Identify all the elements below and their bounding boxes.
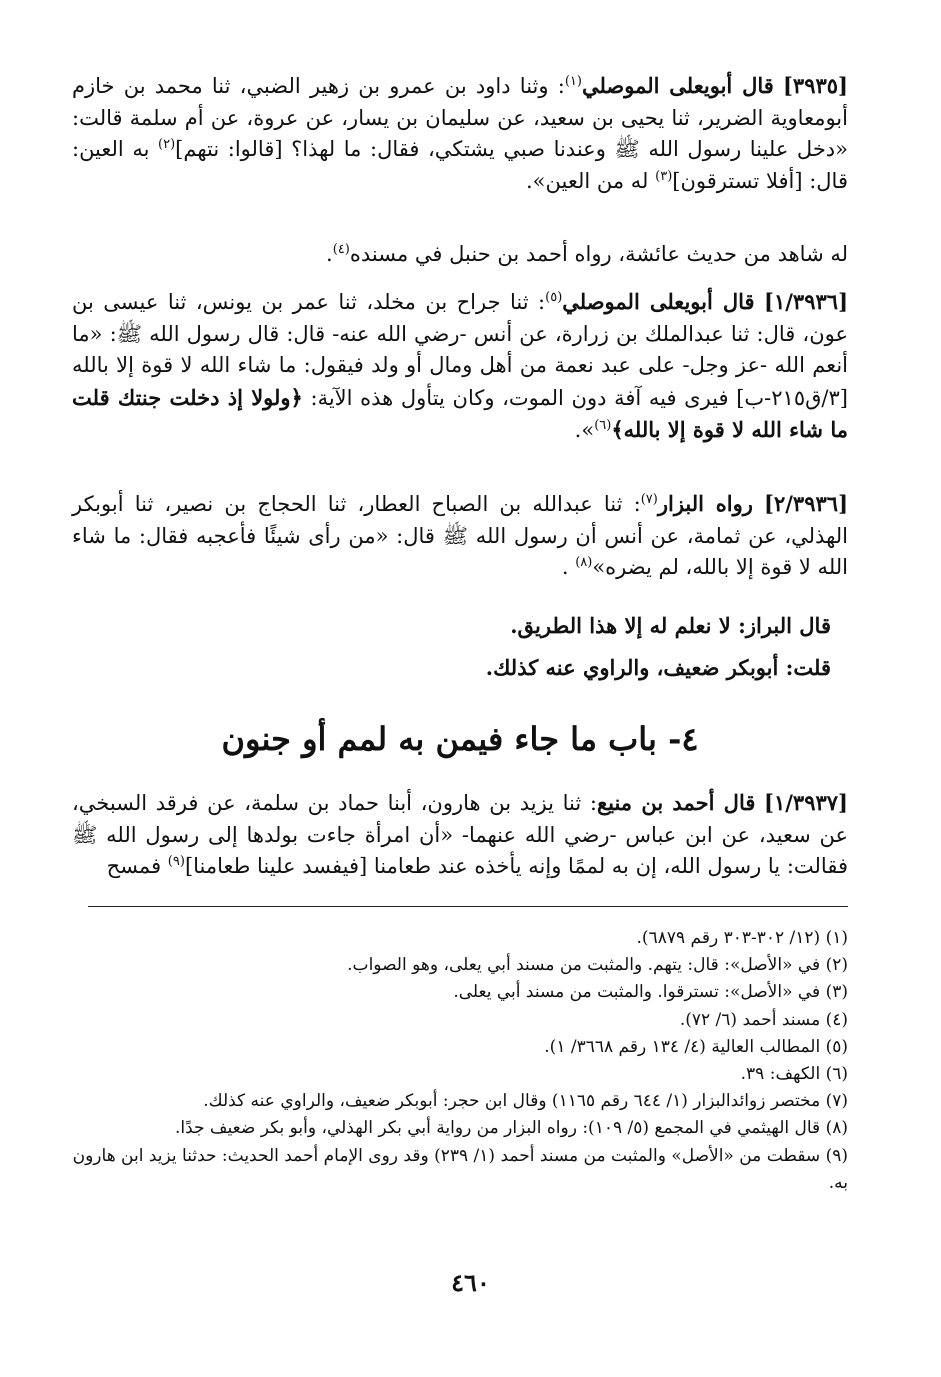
hadith-entry [72,70,848,197]
entry-source: قال أحمد بن منيع [596,790,756,815]
entry-text: : وثنا داود بن عمرو بن زهير الضبي، ثنا محمد بن خازم أبومعاوية الضرير، ثنا يحيى بن سعيد، عن سليمان بن يسار، عن عروة، عن أم سلمة قالت: «دخل علينا رسول الله ﷺ وعندنا صبي يشتكي، فقال: ما لهذا؟ [قالوا: نتهم] [72,74,849,161]
entry-number: [٢/٣٩٣٦] [764,491,848,516]
footnote-ref: (٩) [167,854,185,869]
footnote-ref: (٨) [575,555,593,570]
entry-text: به العين: قال: [أفلا تسترقون] [72,137,848,193]
bazzar-notes [131,610,831,693]
footnote: (٨) قال الهيثمي في المجمع (٥/ ١٠٩): رواه البزار من رواية أبي بكر الهذلي، وأبو بكر ضعيف جدًا. [174,1118,848,1139]
footnote-ref: (٦) [594,418,612,433]
entry-text: : ثنا يزيد بن هارون، أبنا حماد بن سلمة، عن فرقد السبخي، عن سعيد، عن ابن عباس -رضي الله عنهما- «أن امرأة جاءت بولدها إلى رسول الله ﷺ فقالت: يا رسول الله، إن به لممًا وإنه يأخذه عند طعامنا [فيفسد علينا طعامنا] [72,791,848,878]
bazzar-note: قال البراز: لا نعلم له إلا هذا الطريق. [510,613,831,638]
footnote: (٧) مختصر زوائدالبزار (١/ ٦٤٤ رقم ١١٦٥) وقال ابن حجر: أبوبكر ضعيف، والراوي عنه كذلك. [203,1091,848,1112]
footnote: (٣) في «الأصل»: تسترقوا. والمثبت من مسند أبي يعلى. [453,982,848,1003]
footnote-ref: (٧) [640,492,658,507]
quran-verse: ﴿ولولا إذ دخلت جنتك قلت ما شاء الله لا قوة إلا بالله﴾ [72,384,848,442]
entry-number: [٣٩٣٥] [782,73,848,98]
entry-text: : ثنا عبدالله بن الصباح العطار، ثنا الحجاج بن نصير، ثنا أبوبكر الهذلي، عن ثمامة، عن أنس أن رسول الله ﷺ قال: «من رأى شيئًا فأعجبه فقال: ما شاء الله لا قوة إلا بالله، لم يضره» [72,492,848,579]
hadith-entry [72,286,848,447]
footnote: (٦) الكهف: ٣٩. [740,1063,848,1084]
shahid-text: له شاهد من حديث عائشة، رواه أحمد بن حنبل في مسنده [349,242,848,266]
footnote-ref: (٤) [332,242,350,257]
footnote-divider [88,906,848,907]
footnote-ref: (٣) [655,168,673,184]
footnote: (١) (١٢/ ٣٠٢-٣٠٣ رقم ٦٨٧٩). [636,928,848,948]
footnote: (٢) في «الأصل»: قال: يتهم. والمثبت من مسند أبي يعلى، وهو الصواب. [347,955,848,976]
footnote: (٥) المطالب العالية (٤/ ١٣٤ رقم ٣٦٦٨/ ١). [544,1036,848,1057]
footnote: (٤) مسند أحمد (٦/ ٧٢). [679,1009,848,1030]
chapter-heading: ٤- باب ما جاء فيمن به لمم أو جنون [221,720,699,758]
hadith-entry [72,488,848,584]
entry-text: : ثنا جراح بن مخلد، ثنا عمر بن يونس، ثنا عيسى بن عون، قال: ثنا عبدالملك بن زرارة، عن أنس -رضي الله عنه- قال: قال رسول الله ﷺ: «ما أنعم الله -عز وجل- على عبد نعمة من أهل ومال أو ولد فيقول: ما شاء الله لا قوة إلا بالله [٣/ق٢١٥-ب] فيرى فيه آفة دون الموت، وكان يتأول هذه الآية: [72,290,848,410]
entry-text: له من العين». [525,168,656,193]
footnote-ref: (١) [564,74,582,89]
hadith-entry [72,787,848,883]
footnote: (٩) سقطت من «الأصل» والمثبت من مسند أحمد (١/ ٢٣٩) وقد روى الإمام أحمد الحديث: حدثنا يزيد ابن هارون به. [72,1145,848,1193]
entry-number: [١/٣٩٣٧] [764,790,848,815]
footnote-ref: (٢) [158,137,176,152]
shahid-end: . [326,242,333,266]
entry-source: قال أبويعلى الموصلي [581,73,774,98]
entry-text: ». [574,418,595,442]
entry-text: فمسح [106,854,168,878]
entry-source: رواه البزار [657,491,753,516]
author-note: قلت: أبوبكر ضعيف، والراوي عنه كذلك. [485,654,831,680]
entry-text: . [561,555,576,579]
page-number: ٤٦٠ [451,1268,490,1297]
entry-number: [١/٣٩٣٦] [764,289,848,314]
footnote-ref: (٥) [545,290,563,305]
shahid-note [72,239,848,271]
entry-source: قال أبويعلى الموصلي [562,289,755,314]
footnotes [72,925,848,1197]
